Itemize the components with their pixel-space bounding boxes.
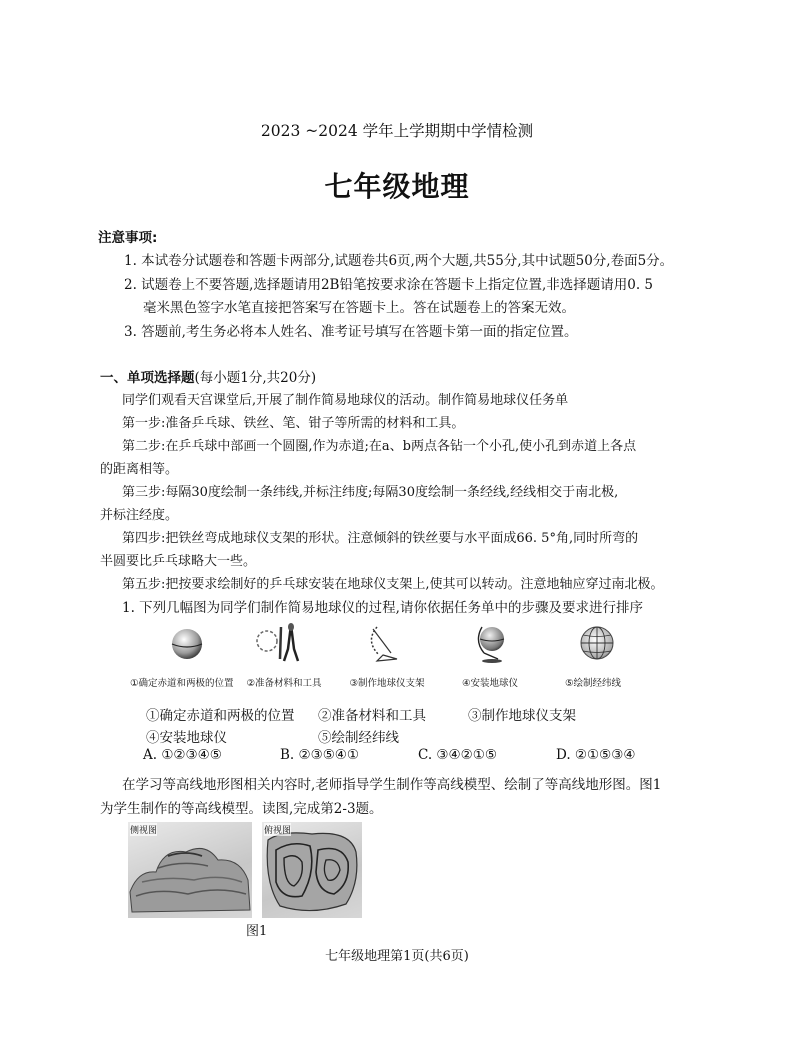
list-item-2: ②准备材料和工具 [318,708,426,724]
task-intro: 同学们观看天宫课堂后,开展了制作简易地球仪的活动。制作简易地球仪任务单 [122,393,569,408]
list-item-3: ③制作地球仪支架 [468,708,576,724]
task-step-5: 第五步:把按要求绘制好的乒乓球安装在地球仪支架上,使其可以转动。注意地轴应穿过南北极。 [122,577,664,592]
figure-materials-tools [234,619,334,691]
notice-item-2-line-2: 毫米黑色签字水笔直接把答案写在答题卡上。答在试题卷上的答案无效。 [143,300,575,316]
subject-title: 七年级地理 [324,170,470,203]
ball-icon [130,619,230,669]
figure-caption-2: ②准备材料和工具 [246,678,322,689]
side-view-label: 侧视图 [130,823,157,836]
figure-caption-4: ④安装地球仪 [461,678,519,689]
task-step-2-line-2: 的距离相等。 [100,462,179,477]
tools-icon [234,619,334,669]
figure-equator-poles [130,619,234,691]
task-step-3-line-1: 第三步:每隔30度绘制一条纬线,并标注纬度;每隔30度绘制一条经线,经线相交于南北极, [122,485,619,500]
notice-heading: 注意事项: [98,230,158,246]
contour-model-side-icon [128,822,252,918]
page-footer: 七年级地理第1页(共6页) [325,949,469,964]
graticule-globe-icon [543,619,643,669]
figure-caption-3: ③制作地球仪支架 [349,678,425,689]
section-1-heading: 一、单项选择题 [100,370,195,386]
task-step-1: 第一步:准备乒乓球、铁丝、笔、钳子等所需的材料和工具。 [122,416,465,431]
section-1-score-note: (每小题1分,共20分) [194,370,317,386]
passage-2-line-2: 为学生制作的等高线模型。读图,完成第2-3题。 [100,801,383,817]
section-1-title [100,366,316,386]
question-1-stem: 1. 下列几幅图为同学们制作简易地球仪的过程,请你依据任务单中的步骤及要求进行排序 [122,600,643,616]
exam-title: 2023 ~2024 学年上学期期中学情检测 [260,122,534,140]
figure-1-label: 图1 [246,924,268,939]
task-step-3-line-2: 并标注经度。 [100,508,179,523]
list-item-5: ⑤绘制经纬线 [318,730,399,746]
task-step-4-line-1: 第四步:把铁丝弯成地球仪支架的形状。注意倾斜的铁丝要与水平面成66. 5°角,同时所弯的 [122,531,639,546]
figure-assembled-globe [440,619,540,691]
option-c: C. ③④②①⑤ [418,747,497,763]
figure-caption-5: ⑤绘制经纬线 [564,678,622,689]
option-b: B. ②③⑤④① [280,747,360,763]
stand-icon [337,619,437,669]
globe-icon [440,619,540,669]
task-step-2-line-1: 第二步:在乒乓球中部画一个圆圈,作为赤道;在a、b两点各钻一个小孔,使小孔到赤道上各点 [122,439,637,454]
passage-2-line-1: 在学习等高线地形图相关内容时,老师指导学生制作等高线模型、绘制了等高线地形图。图1 [122,777,662,793]
contour-model-top-photo [262,822,362,918]
figure-caption-1: ①确定赤道和两极的位置 [130,678,234,689]
notice-item-2-line-1: 2. 试题卷上不要答题,选择题请用2B铅笔按要求涂在答题卡上指定位置,非选择题请用0. 5 [124,277,654,293]
task-step-4-line-2: 半圆要比乒乓球略大一些。 [100,554,257,569]
contour-model-top-icon [262,822,362,918]
list-item-1: ①确定赤道和两极的位置 [146,708,295,724]
figure-stand [337,619,437,691]
notice-item-1: 1. 本试卷分试题卷和答题卡两部分,试题卷共6页,两个大题,共55分,其中试题50分,卷面5分。 [124,253,674,269]
figure-graticule [543,619,643,691]
option-d: D. ②①⑤③④ [556,747,636,763]
contour-model-side-photo [128,822,252,918]
option-a: A. ①②③④⑤ [143,747,222,763]
top-view-label: 俯视图 [264,823,291,836]
list-item-4: ④安装地球仪 [146,730,227,746]
notice-item-3: 3. 答题前,考生务必将本人姓名、准考证号填写在答题卡第一面的指定位置。 [124,324,578,340]
question-1-figure-strip [128,619,646,691]
